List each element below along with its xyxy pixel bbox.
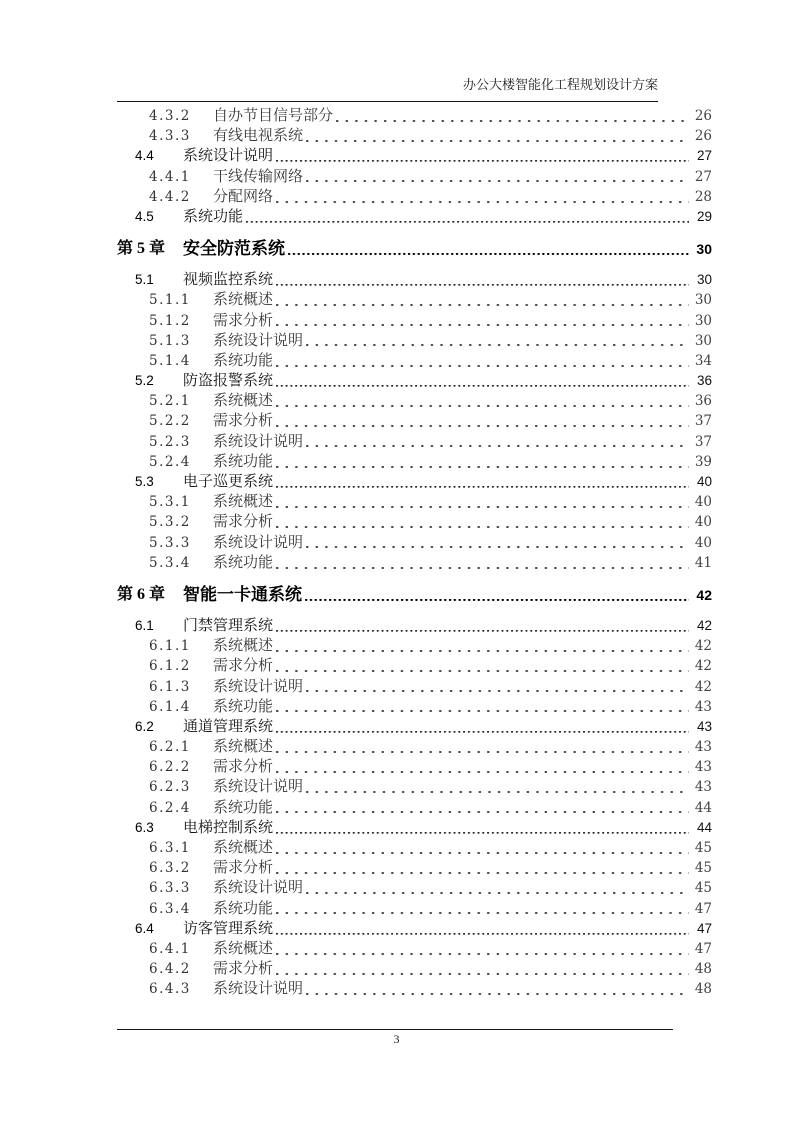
toc-entry-page: 47: [694, 940, 712, 957]
dot-leader: [275, 146, 690, 166]
dot-leader: [275, 717, 690, 737]
toc-entry-title: 需求分析: [213, 312, 274, 329]
toc-entry-page: 48: [694, 981, 712, 998]
toc-entry[interactable]: [0, 126, 793, 146]
toc-entry-page: 27: [694, 168, 712, 185]
toc-entry[interactable]: [0, 616, 793, 636]
dot-leader: [275, 616, 690, 636]
toc-entry-page: 45: [694, 860, 712, 877]
toc-entry[interactable]: [0, 391, 793, 411]
toc-entry-title: 安全防范系统: [183, 239, 285, 259]
dot-leader: [275, 959, 690, 979]
toc-entry-title: 智能一卡通系统: [183, 584, 302, 604]
dot-leader: [275, 636, 690, 656]
toc-entry-number: 6.3.2: [149, 860, 191, 877]
header-title: 办公大楼智能化工程规划设计方案: [462, 77, 658, 92]
dot-leader: [275, 919, 690, 939]
toc-entry-number: 5.2.2: [149, 413, 191, 430]
header-rule: [117, 101, 658, 102]
toc-entry[interactable]: [0, 656, 793, 676]
toc-entry-title: 系统功能: [213, 453, 274, 470]
toc-entry-page: 45: [694, 880, 712, 897]
toc-entry[interactable]: [0, 858, 793, 878]
toc-entry[interactable]: [0, 959, 793, 979]
dot-leader: [275, 899, 690, 919]
toc-entry-number: 4.4.1: [149, 168, 191, 185]
toc-entry-title: 需求分析: [213, 961, 274, 978]
toc-entry-number: 5.1: [135, 272, 154, 288]
toc-entry-page: 44: [694, 799, 712, 816]
toc-entry-page: 44: [696, 819, 712, 835]
toc-entry-page: 43: [694, 759, 712, 776]
toc-entry-page: 41: [694, 554, 712, 571]
toc-entry-page: 36: [694, 393, 712, 410]
toc-entry[interactable]: [0, 939, 793, 959]
toc-entry-page: 47: [696, 920, 712, 936]
dot-leader: [245, 207, 690, 227]
toc-entry-number: 6.4: [135, 920, 154, 936]
dot-leader: [275, 512, 690, 532]
toc-entry-title: 系统功能: [213, 799, 274, 816]
toc-entry[interactable]: [0, 432, 793, 452]
toc-entry-number: 4.4: [135, 148, 154, 164]
toc-entry-number: 6.4.3: [149, 981, 191, 998]
toc-entry-page: 36: [696, 373, 712, 389]
dot-leader: [305, 878, 690, 898]
toc-entry-number: 6.1: [135, 617, 154, 633]
toc-entry-number: 6.1.3: [149, 678, 191, 695]
toc-entry[interactable]: [0, 838, 793, 858]
toc-entry-number: 6.2: [135, 718, 154, 734]
toc-entry-number: 5.1.2: [149, 312, 191, 329]
dot-leader: [275, 737, 690, 757]
toc-entry-page: 30: [696, 272, 712, 288]
toc-entry-page: 42: [694, 658, 712, 675]
toc-entry-title: 系统设计说明: [213, 880, 304, 897]
toc-entry-number: 4.4.2: [149, 188, 191, 205]
toc-entry-page: 27: [696, 148, 712, 164]
toc-entry-number: 5.3.4: [149, 554, 191, 571]
toc-entry[interactable]: [0, 452, 793, 472]
toc-entry-number: 5.2.3: [149, 433, 191, 450]
toc-entry-page: 42: [694, 638, 712, 655]
toc-entry-page: 43: [694, 698, 712, 715]
toc-entry-title: 系统设计说明: [213, 779, 304, 796]
toc-entry-title: 视频监控系统: [183, 272, 274, 289]
dot-leader: [335, 106, 690, 126]
toc-entry[interactable]: [0, 187, 793, 207]
toc-entry-title: 分配网络: [213, 188, 274, 205]
dot-leader: [275, 818, 690, 838]
toc-entry-title: 系统概述: [213, 840, 274, 856]
toc-entry-title: 需求分析: [213, 413, 274, 430]
toc-entry-number: 6.2.4: [149, 799, 191, 816]
toc-entry[interactable]: [0, 553, 793, 573]
dot-leader: [275, 187, 690, 207]
dot-leader: [305, 167, 690, 187]
dot-leader: [275, 391, 690, 411]
toc-entry-page: 30: [694, 332, 712, 349]
toc-entry[interactable]: [0, 777, 793, 797]
toc-entry[interactable]: [0, 979, 793, 999]
toc-entry-number: 6.1.2: [149, 658, 191, 675]
toc-entry-number: 5.3: [135, 474, 154, 489]
toc-entry[interactable]: [0, 411, 793, 431]
toc-entry[interactable]: [0, 270, 793, 290]
dot-leader: [305, 432, 690, 452]
toc-entry-number: 6.3: [135, 819, 154, 835]
toc-entry-title: 电子巡更系统: [183, 474, 274, 490]
toc-entry[interactable]: [0, 106, 793, 126]
toc-entry-page: 30: [696, 241, 712, 258]
toc-entry-title: 需求分析: [213, 860, 274, 877]
toc-entry-title: 系统概述: [213, 494, 274, 511]
toc-entry-page: 37: [694, 433, 712, 450]
dot-leader: [275, 411, 690, 431]
toc-entry[interactable]: [0, 492, 793, 512]
toc-entry-number: 4.5: [135, 208, 154, 224]
toc-entry[interactable]: [0, 818, 793, 838]
toc-entry[interactable]: [0, 207, 793, 227]
dot-leader: [304, 584, 690, 606]
toc-entry-page: 28: [694, 188, 712, 205]
toc-entry-title: 系统设计说明: [213, 678, 304, 695]
toc-entry[interactable]: [0, 533, 793, 553]
toc-entry-page: 43: [694, 779, 712, 796]
dot-leader: [275, 290, 690, 310]
toc-entry[interactable]: [0, 798, 793, 818]
toc-entry-title: 防盗报警系统: [183, 373, 274, 390]
toc-entry-title: 系统功能: [213, 352, 274, 369]
toc-entry-title: 系统设计说明: [183, 148, 274, 165]
dot-leader: [275, 656, 690, 676]
dot-leader: [275, 858, 690, 878]
toc-entry-page: 45: [694, 840, 712, 856]
toc-entry-title: 系统设计说明: [213, 433, 304, 450]
toc-entry-page: 43: [696, 718, 712, 734]
toc-entry-number: 5.1.3: [149, 332, 191, 349]
toc-entry-page: 40: [696, 474, 712, 489]
toc-entry[interactable]: [0, 717, 793, 737]
footer-rule: [117, 1029, 673, 1030]
toc-entry-number: 6.3.3: [149, 880, 191, 897]
dot-leader: [275, 452, 690, 472]
dot-leader: [305, 777, 690, 797]
toc-entry-number: 6.2.2: [149, 759, 191, 776]
toc-entry-page: 26: [694, 128, 712, 145]
toc-entry-title: 自办节目信号部分: [213, 108, 334, 124]
dot-leader: [275, 838, 690, 858]
toc-entry-number: 6.2.1: [149, 739, 191, 756]
toc-entry[interactable]: [0, 677, 793, 697]
toc-entry[interactable]: [0, 757, 793, 777]
dot-leader: [305, 533, 690, 553]
toc-entry-number: 6.3.4: [149, 900, 191, 917]
toc-entry-title: 需求分析: [213, 514, 274, 531]
toc-entry-page: 43: [694, 739, 712, 756]
toc-entry-number: 5.3.3: [149, 534, 191, 551]
toc-entry[interactable]: [0, 737, 793, 757]
toc-entry-title: 系统概述: [213, 739, 274, 756]
toc-entry-title: 系统概述: [213, 393, 274, 410]
toc-entry-number: 6.2.3: [149, 779, 191, 796]
toc-entry[interactable]: [0, 697, 793, 717]
toc-entry-title: 访客管理系统: [183, 920, 274, 937]
dot-leader: [305, 331, 690, 351]
toc-entry-page: 26: [694, 108, 712, 124]
toc-entry-number: 6.4.1: [149, 940, 191, 957]
dot-leader: [275, 270, 690, 290]
toc-entry-number: 5.3.2: [149, 514, 191, 531]
toc-entry-page: 48: [694, 961, 712, 978]
toc-entry-title: 系统设计说明: [213, 332, 304, 349]
toc: [0, 106, 793, 1000]
toc-entry-page: 40: [694, 494, 712, 511]
toc-entry-number: 6.3.1: [149, 840, 191, 856]
toc-entry-title: 电梯控制系统: [183, 819, 274, 836]
dot-leader: [275, 311, 690, 331]
dot-leader: [275, 697, 690, 717]
toc-entry[interactable]: [0, 311, 793, 331]
dot-leader: [275, 939, 690, 959]
toc-entry-number: 5.2: [135, 373, 154, 389]
dot-leader: [275, 798, 690, 818]
toc-entry[interactable]: [0, 472, 793, 492]
toc-entry[interactable]: [0, 636, 793, 656]
toc-entry-number: 4.3.2: [149, 108, 191, 124]
toc-entry-title: 通道管理系统: [183, 718, 274, 735]
toc-entry[interactable]: [0, 878, 793, 898]
dot-leader: [275, 472, 690, 492]
toc-entry-page: 37: [694, 413, 712, 430]
toc-entry-title: 系统设计说明: [213, 534, 304, 551]
toc-entry[interactable]: [0, 146, 793, 166]
toc-entry-page: 47: [694, 900, 712, 917]
dot-leader: [275, 757, 690, 777]
toc-entry-page: 42: [694, 678, 712, 695]
toc-entry-page: 42: [696, 617, 712, 633]
dot-leader: [275, 371, 690, 391]
dot-leader: [305, 677, 690, 697]
toc-entry-page: 29: [696, 208, 712, 224]
toc-entry-title: 干线传输网络: [213, 168, 304, 185]
toc-entry-number: 6.1.4: [149, 698, 191, 715]
toc-entry-number: 5.1.1: [149, 292, 191, 309]
toc-entry-title: 系统设计说明: [213, 981, 304, 998]
toc-entry-number: 6.4.2: [149, 961, 191, 978]
toc-entry-title: 系统功能: [213, 554, 274, 571]
toc-entry[interactable]: [0, 899, 793, 919]
toc-entry-page: 42: [696, 586, 712, 603]
toc-entry-number: 5.2.1: [149, 393, 191, 410]
toc-entry-number: 6.1.1: [149, 638, 191, 655]
toc-entry-title: 系统功能: [183, 208, 244, 225]
toc-entry-page: 39: [694, 453, 712, 470]
toc-entry-title: 需求分析: [213, 759, 274, 776]
toc-entry-title: 门禁管理系统: [183, 617, 274, 634]
toc-entry[interactable]: [0, 919, 793, 939]
dot-leader: [287, 238, 690, 260]
dot-leader: [275, 351, 690, 371]
toc-entry[interactable]: [0, 331, 793, 351]
toc-entry[interactable]: [0, 351, 793, 371]
toc-entry[interactable]: [0, 371, 793, 391]
toc-entry[interactable]: [0, 290, 793, 310]
toc-entry-page: 40: [694, 514, 712, 531]
toc-entry-number: 5.1.4: [149, 352, 191, 369]
toc-entry-page: 30: [694, 312, 712, 329]
dot-leader: [305, 979, 690, 999]
toc-entry[interactable]: [0, 512, 793, 532]
toc-entry[interactable]: [0, 167, 793, 187]
toc-entry-title: 有线电视系统: [213, 128, 304, 145]
toc-entry-title: 系统功能: [213, 900, 274, 917]
dot-leader: [275, 492, 690, 512]
toc-entry-title: 系统概述: [213, 292, 274, 309]
toc-entry-page: 34: [694, 352, 712, 369]
page-number: 3: [393, 1032, 400, 1046]
toc-entry-title: 系统概述: [213, 638, 274, 655]
toc-entry-title: 系统功能: [213, 698, 274, 715]
toc-entry-number: 5.2.4: [149, 453, 191, 470]
toc-entry-number: 5.3.1: [149, 494, 191, 511]
toc-entry-title: 系统概述: [213, 940, 274, 957]
toc-entry-page: 30: [694, 292, 712, 309]
toc-entry-number: 第 6 章: [117, 585, 166, 603]
toc-entry-number: 4.3.3: [149, 128, 191, 145]
toc-entry[interactable]: [0, 238, 793, 260]
toc-entry-number: 第 5 章: [117, 240, 166, 258]
toc-entry-page: 40: [694, 534, 712, 551]
dot-leader: [275, 553, 690, 573]
toc-entry[interactable]: [0, 584, 793, 606]
toc-entry-title: 需求分析: [213, 658, 274, 675]
dot-leader: [305, 126, 690, 146]
